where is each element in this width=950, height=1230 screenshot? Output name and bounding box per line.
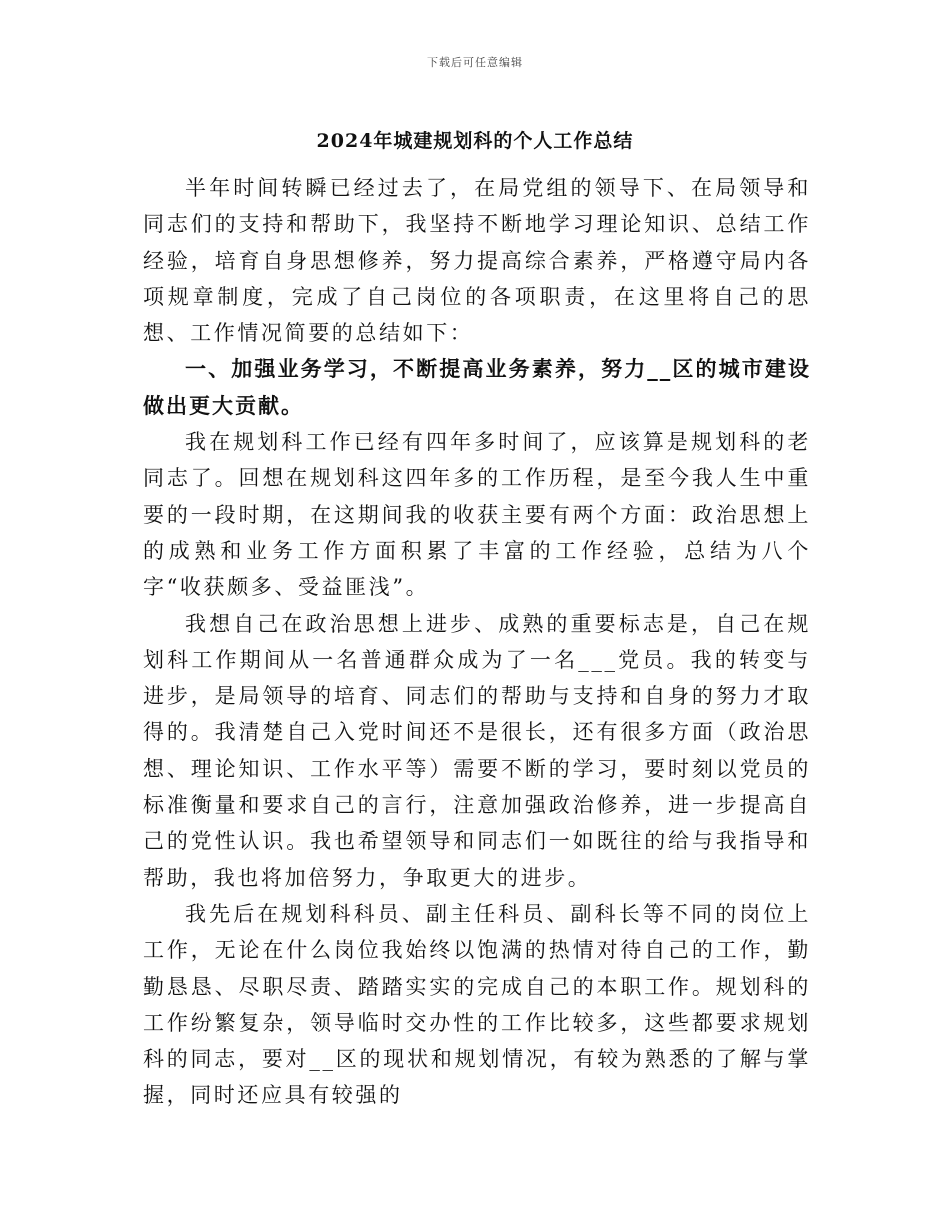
paragraph-4: 我先后在规划科科员、副主任科员、副科长等不同的岗位上工作，无论在什么岗位我始终以饱满的热情对待自己的工作，勤勤恳恳、尽职尽责、踏踏实实的完成自己的本职工作。规划科的工作纷繁复杂，领导临时交办性的工作比较多，这些都要求规划科的同志，要对__区的现状和规划情况，有较为熟悉的了解与掌握，同时还应具有较强的 [143, 901, 811, 1108]
header-note: 下载后可任意编辑 [427, 56, 523, 69]
document-title: 2024年城建规划科的个人工作总结 [316, 130, 634, 152]
document-body [143, 170, 811, 1114]
section-heading-1: 一、加强业务学习，不断提高业务素养，努力__区的城市建设做出更大贡献。 [143, 356, 811, 418]
paragraph-intro: 半年时间转瞬已经过去了，在局党组的领导下、在局领导和同志们的支持和帮助下，我坚持不断地学习理论知识、总结工作经验，培育自身思想修养，努力提高综合素养，严格遵守局内各项规章制度，完成了自己岗位的各项职责，在这里将自己的思想、工作情况简要的总结如下： [143, 176, 811, 346]
paragraph-3: 我想自己在政治思想上进步、成熟的重要标志是，自己在规划科工作期间从一名普通群众成为了一名___党员。我的转变与进步，是局领导的培育、同志们的帮助与支持和自身的努力才取得的。我清楚自己入党时间还不是很长，还有很多方面（政治思想、理论知识、工作水平等）需要不断的学习，要时刻以党员的标准衡量和要求自己的言行，注意加强政治修养，进一步提高自己的党性认识。我也希望领导和同志们一如既往的给与我指导和帮助，我也将加倍努力，争取更大的进步。 [143, 611, 811, 890]
paragraph-2: 我在规划科工作已经有四年多时间了，应该算是规划科的老同志了。回想在规划科这四年多的工作历程，是至今我人生中重要的一段时期，在这期间我的收获主要有两个方面：政治思想上的成熟和业务工作方面积累了丰富的工作经验，总结为八个字“收获颇多、受益匪浅”。 [143, 430, 811, 600]
